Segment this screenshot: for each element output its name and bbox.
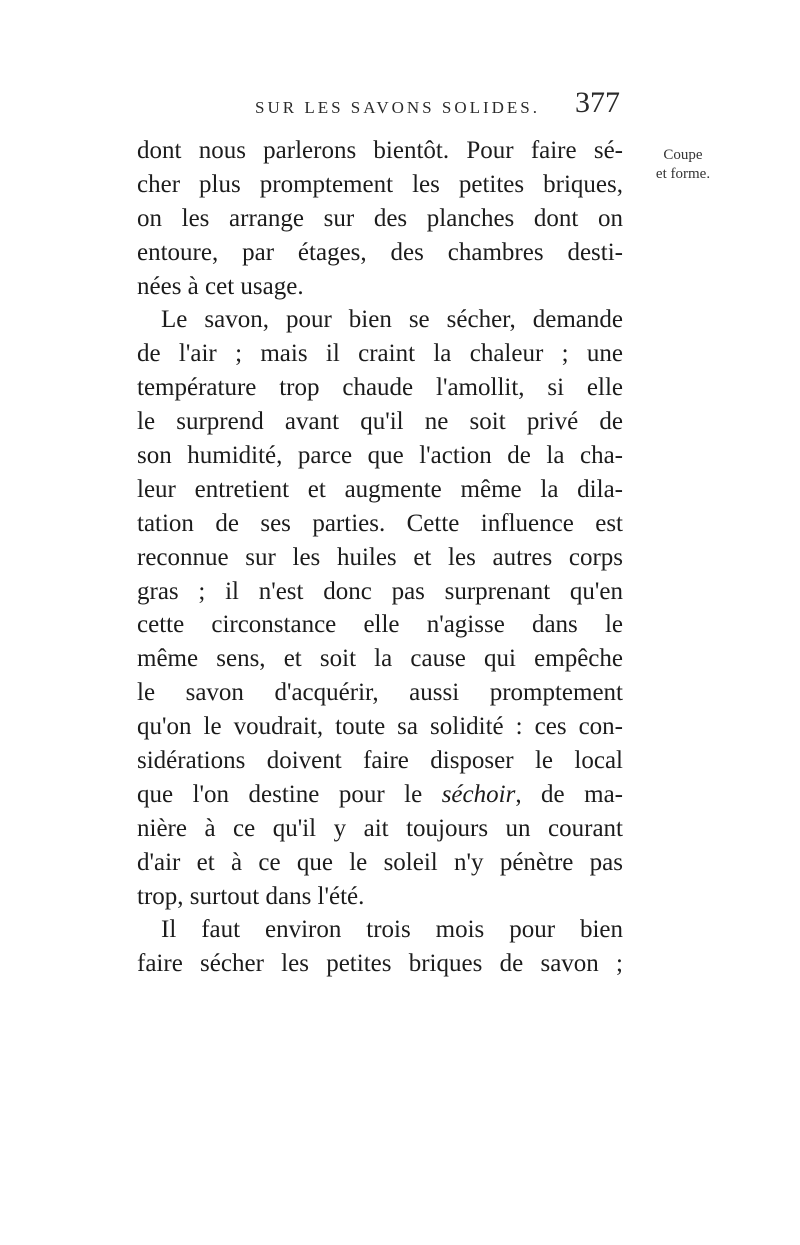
text-line: trop, surtout dans l'été. xyxy=(137,882,365,910)
text-line: nière à ce qu'il y ait toujours un courant xyxy=(137,814,623,842)
text-line: on les arrange sur des planches dont on xyxy=(137,204,623,232)
running-head: SUR LES SAVONS SOLIDES. xyxy=(255,98,541,117)
page-number: 377 xyxy=(575,86,620,119)
text-line: gras ; il n'est donc pas surprenant qu'en xyxy=(137,577,623,605)
text-line: son humidité, parce que l'action de la cha- xyxy=(137,442,623,470)
margin-note xyxy=(638,146,728,184)
text-line: sidérations doivent faire disposer le local xyxy=(137,747,623,775)
text-line: Le savon, pour bien se sécher, demande xyxy=(161,306,623,334)
text-line: dont nous parlerons bientôt. Pour faire sé- xyxy=(137,137,623,164)
text-line: reconnue sur les huiles et les autres corps xyxy=(137,543,623,571)
text-line: cette circonstance elle n'agisse dans le xyxy=(137,611,623,639)
margin-note-line-2: et forme. xyxy=(655,166,711,182)
text-line: de l'air ; mais il craint la chaleur ; une xyxy=(137,340,623,368)
text-line: cher plus promptement les petites briques, xyxy=(137,170,623,198)
text-line: entoure, par étages, des chambres desti- xyxy=(137,238,623,266)
text-line: le surprend avant qu'il ne soit privé de xyxy=(137,408,623,436)
text-line: température trop chaude l'amollit, si elle xyxy=(137,374,623,402)
text-line: nées à cet usage. xyxy=(137,272,304,300)
text-line-with-italic xyxy=(137,778,623,812)
text-line: d'air et à ce que le soleil n'y pénètre pas xyxy=(137,848,623,876)
text-line: le savon d'acquérir, aussi promptement xyxy=(137,679,623,707)
text-segment: , de ma- xyxy=(515,780,624,808)
margin-note-line-1: Coupe xyxy=(663,147,703,163)
text-line: qu'on le voudrait, toute sa solidité : ces con- xyxy=(137,713,623,741)
text-segment: que l'on destine pour le xyxy=(137,780,423,808)
text-line: Il faut environ trois mois pour bien xyxy=(161,916,623,944)
text-line: même sens, et soit la cause qui empêche xyxy=(137,645,623,673)
body-text xyxy=(137,134,623,981)
text-line: tation de ses parties. Cette influence est xyxy=(137,509,623,537)
italic-term: séchoir xyxy=(441,780,516,808)
text-line: faire sécher les petites briques de savon ; xyxy=(137,950,623,978)
text-line: leur entretient et augmente même la dila- xyxy=(137,475,623,503)
